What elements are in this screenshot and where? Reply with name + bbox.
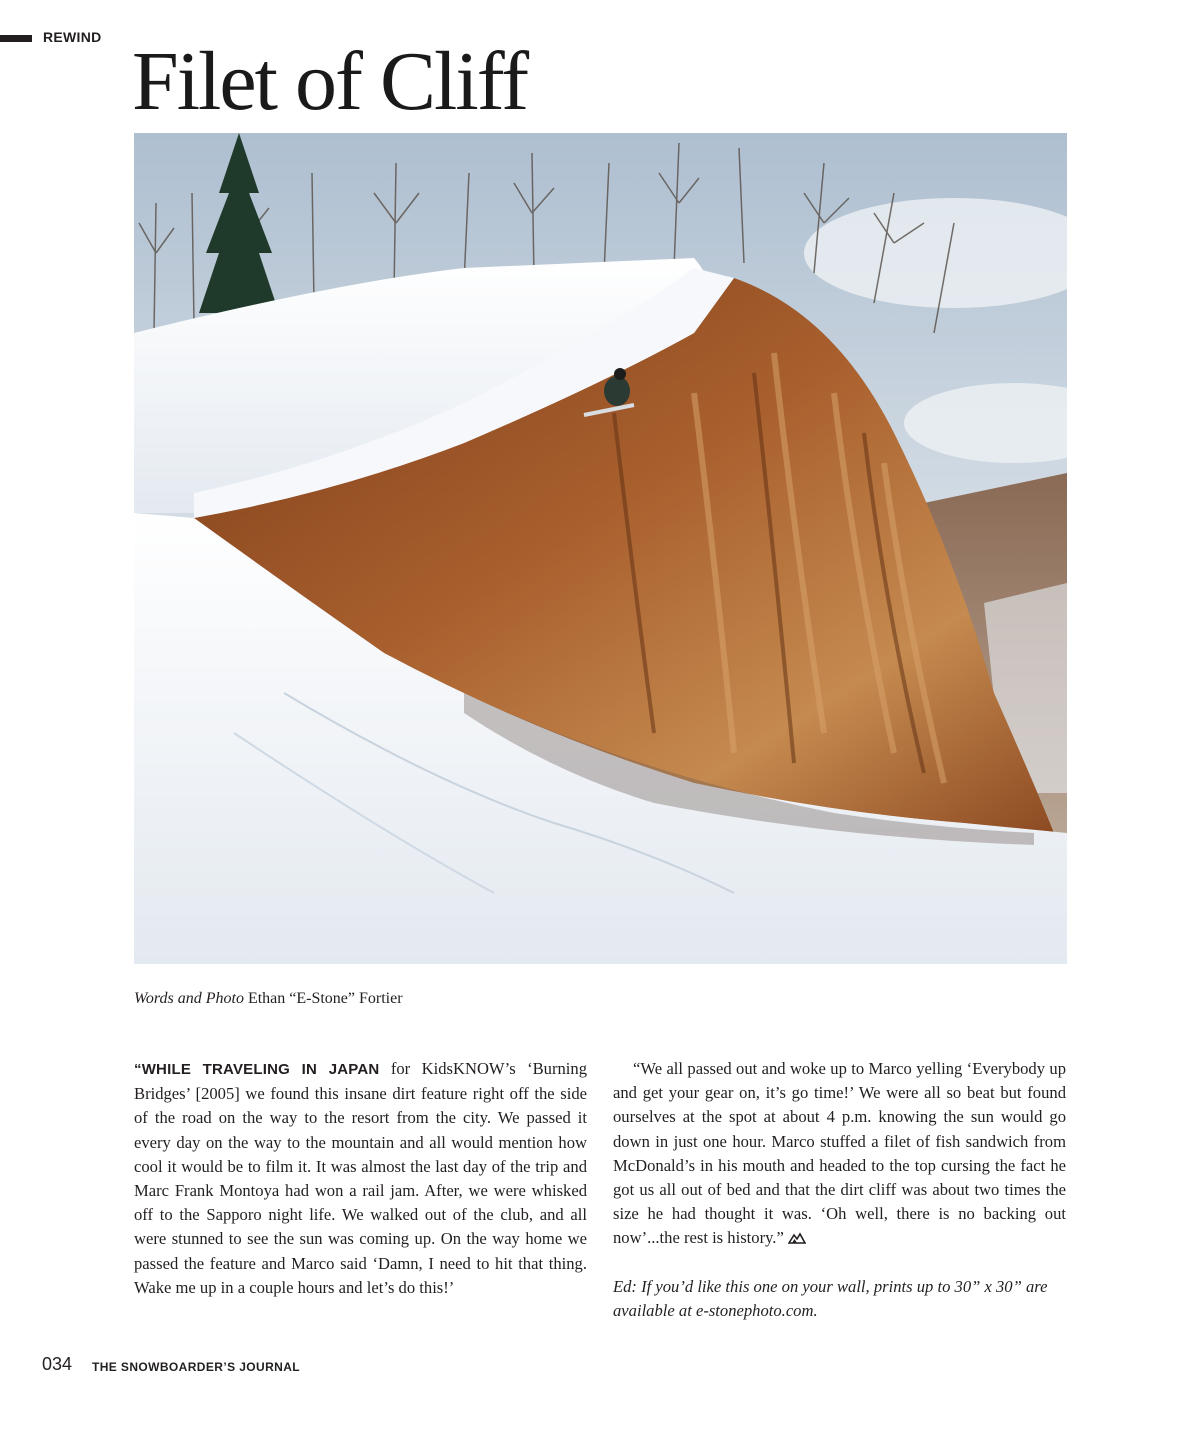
credit-name: Ethan “E-Stone” Fortier <box>247 990 403 1007</box>
article-column-left <box>134 1057 587 1300</box>
article-title: Filet of Cliff <box>132 35 528 128</box>
paragraph-1-body: for KidsKNOW’s ‘Burning Bridges’ [2005] we found this insane dirt feature right off the side of the road on the way to the resort from the city. We passed it every day on the way to the mountain and all would mention how cool it would be to film it. It was almost the last day of the trip and Marc Frank Montoya had won a rail jam. After, we were whisked off to the Sapporo night life. We walked out of the club, and all were stunned to see the sun was coming up. On the way home we passed the feature and Marco said ‘Damn, I need to hit that thing. Wake me up in a couple hours and let’s do this!’ <box>134 1059 587 1297</box>
feature-photo <box>134 133 1067 964</box>
article-paragraph-1 <box>134 1057 587 1300</box>
lead-in: “WHILE TRAVELING IN JAPAN <box>134 1061 380 1078</box>
page-number: 034 <box>42 1354 73 1374</box>
section-marker-bar <box>0 35 32 42</box>
article-column-right <box>613 1057 1066 1323</box>
magazine-name: THE SNOWBOARDER’S JOURNAL <box>92 1360 301 1374</box>
mountain-end-mark-icon <box>788 1232 806 1244</box>
editor-note: Ed: If you’d like this one on your wall, prints up to 30” x 30” are available at e-stonephoto.com. <box>613 1276 1048 1320</box>
paragraph-2-body: “We all passed out and woke up to Marco yelling ‘Everybody up and get your gear on, it’s go time!’ We were all so beat but found ourselves at the spot at about 4 p.m. knowing the sun would go down in just one hour. Marco stuffed a filet of fish sandwich from McDonald’s in his mouth and headed to the top cursing the fact he got us all out of bed and that the dirt cliff was about two times the size he had thought it was. ‘Oh well, there is no backing out now’...the rest is history.” <box>613 1059 1066 1248</box>
credit-role: Words and Photo <box>134 990 244 1007</box>
article-paragraph-2 <box>613 1057 1066 1251</box>
section-label: REWIND <box>43 29 102 45</box>
photo-credit <box>134 990 403 1008</box>
